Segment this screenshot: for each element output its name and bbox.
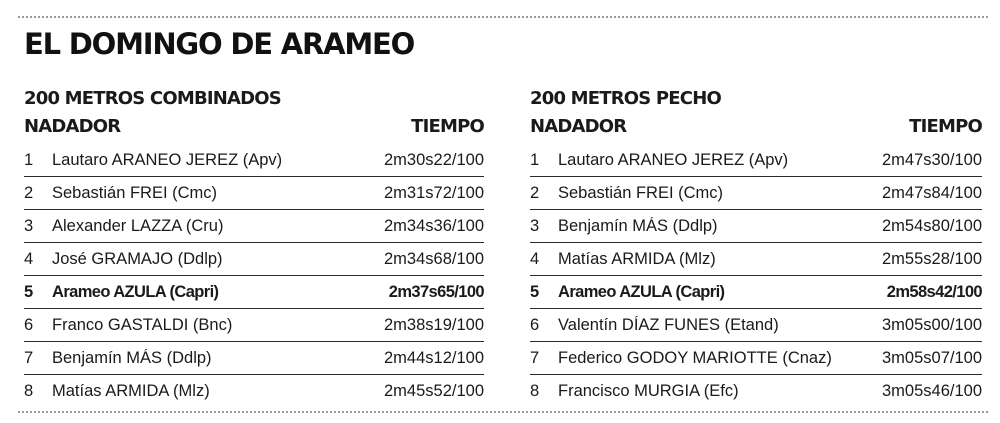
table-row <box>24 309 484 342</box>
row-swimmer: Franco GASTALDI (Bnc) <box>52 315 233 334</box>
column-header-swimmer: NADADOR <box>24 116 121 137</box>
row-position: 8 <box>530 382 540 400</box>
row-time: 3m05s46/100 <box>882 382 982 400</box>
row-swimmer: Arameo AZULA (Capri) <box>558 282 725 301</box>
row-position: 8 <box>24 382 34 400</box>
table-row <box>24 375 484 408</box>
row-swimmer: Arameo AZULA (Capri) <box>52 282 219 301</box>
table-row <box>530 243 982 276</box>
row-position: 4 <box>24 249 34 268</box>
row-time: 2m37s65/100 <box>388 282 484 301</box>
row-time: 2m44s12/100 <box>384 348 484 367</box>
row-swimmer: Matías ARMIDA (Mlz) <box>558 249 716 268</box>
row-position: 5 <box>24 282 33 301</box>
table-row <box>530 342 982 375</box>
table-row <box>24 144 484 177</box>
table-row <box>24 177 484 210</box>
row-time: 2m38s19/100 <box>384 315 484 334</box>
table-row <box>530 309 982 342</box>
row-swimmer: Matías ARMIDA (Mlz) <box>52 382 210 400</box>
row-swimmer: Sebastián FREI (Cmc) <box>52 183 218 202</box>
row-position: 5 <box>530 282 539 301</box>
row-time: 2m31s72/100 <box>384 183 484 202</box>
row-position: 2 <box>24 183 34 202</box>
row-swimmer: Benjamín MÁS (Ddlp) <box>52 348 212 367</box>
results-rows <box>530 144 982 408</box>
top-dotted-divider <box>18 16 988 18</box>
row-swimmer: Alexander LAZZA (Cru) <box>52 216 224 235</box>
row-swimmer: Sebastián FREI (Cmc) <box>558 183 724 202</box>
row-swimmer: Lautaro ARANEO JEREZ (Apv) <box>52 150 283 169</box>
bottom-dotted-divider <box>18 411 988 413</box>
row-position: 3 <box>530 216 540 235</box>
table-row-highlighted <box>530 276 982 309</box>
column-header-swimmer: NADADOR <box>530 116 627 137</box>
section-title: 200 METROS COMBINADOS <box>24 88 281 109</box>
row-swimmer: Valentín DÍAZ FUNES (Etand) <box>558 315 779 334</box>
results-table-pecho <box>530 86 982 408</box>
row-position: 1 <box>24 150 34 169</box>
row-swimmer: Benjamín MÁS (Ddlp) <box>558 216 718 235</box>
row-time: 2m54s80/100 <box>882 216 982 235</box>
row-position: 1 <box>530 150 540 169</box>
row-position: 4 <box>530 249 540 268</box>
row-position: 7 <box>530 348 540 367</box>
table-row <box>24 243 484 276</box>
column-headers <box>24 112 484 142</box>
row-position: 2 <box>530 183 540 202</box>
row-time: 2m55s28/100 <box>882 249 982 268</box>
row-time: 2m58s42/100 <box>886 282 982 301</box>
row-swimmer: Lautaro ARANEO JEREZ (Apv) <box>558 150 789 169</box>
row-position: 3 <box>24 216 34 235</box>
row-time: 3m05s00/100 <box>882 315 982 334</box>
results-rows <box>24 144 484 408</box>
row-time: 2m34s36/100 <box>384 216 484 235</box>
row-swimmer: José GRAMAJO (Ddlp) <box>52 249 223 268</box>
column-headers <box>530 112 982 142</box>
column-header-time: TIEMPO <box>411 116 484 137</box>
row-time: 2m47s84/100 <box>882 183 982 202</box>
row-time: 3m05s07/100 <box>882 348 982 367</box>
column-header-time: TIEMPO <box>909 116 982 137</box>
table-row <box>24 342 484 375</box>
row-swimmer: Federico GODOY MARIOTTE (Cnaz) <box>558 348 832 367</box>
table-row-highlighted <box>24 276 484 309</box>
row-time: 2m34s68/100 <box>384 249 484 268</box>
row-swimmer: Francisco MURGIA (Efc) <box>558 382 739 400</box>
page-title: EL DOMINGO DE ARAMEO <box>24 27 415 61</box>
table-row <box>24 210 484 243</box>
table-row <box>530 210 982 243</box>
row-position: 6 <box>24 315 34 334</box>
table-row <box>530 375 982 408</box>
section-title: 200 METROS PECHO <box>530 88 721 109</box>
row-time: 2m45s52/100 <box>384 382 484 400</box>
row-time: 2m47s30/100 <box>882 150 982 169</box>
table-row <box>530 177 982 210</box>
row-time: 2m30s22/100 <box>384 150 484 169</box>
table-row <box>530 144 982 177</box>
row-position: 6 <box>530 315 540 334</box>
results-table-combinados <box>24 86 484 408</box>
row-position: 7 <box>24 348 34 367</box>
